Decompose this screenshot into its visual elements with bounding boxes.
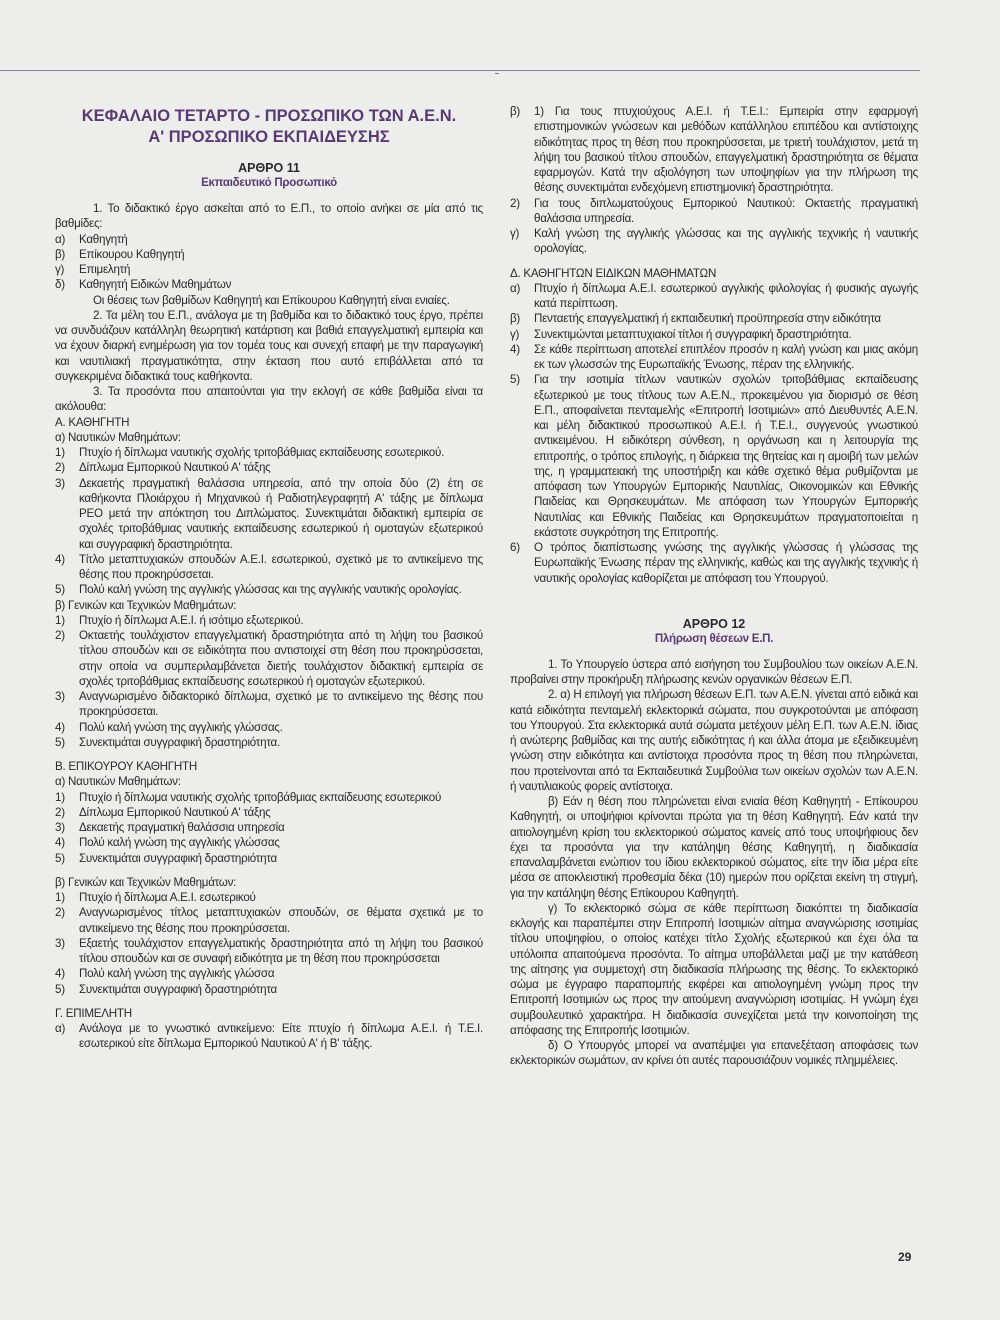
list-item: δ) Καθηγητή Ειδικών Μαθημάτων (55, 278, 232, 292)
list-item: 3) Εξαετής τουλάχιστον επαγγελματικής δραστηριότητα από τη λήψη του βασικού τίτλου σπουδών και σε συναφή ειδικότητα με τη θέση που προκηρύσσεται (55, 936, 483, 965)
ranks-list (55, 232, 483, 293)
list-item: 2) Οκταετής τουλάχιστον επαγγελματική δραστηριότητα από τη λήψη του βασικού τίτλου σπουδών και σε ειδικότητα που αντιστοιχεί στη θέση που προκηρύσσεται, στην οποία να συμπεριλαμβάνεται διετής τουλάχιστον διδακτική εμπειρία σε σχολές τριτοβάθμιας εκπαίδευσης εσωτερικού ή ομοταγών εξωτερικού. (55, 629, 483, 688)
list-item: 1) Πτυχίο ή δίπλωμα ναυτικής σχολής τριτοβάθμιας εκπαίδευσης εσωτερικού (55, 790, 442, 804)
header-rule-tick (495, 73, 499, 74)
list-item: 2) Δίπλωμα Εμπορικού Ναυτικού Α' τάξης (55, 805, 271, 819)
list-item: 6) Ο τρόπος διαπίστωσης γνώσης της αγγλικής γλώσσας ή γλώσσας της Ευρωπαϊκής Ένωσης πέραν της ελληνικής, καθώς και της αγγλικής τεχνικής ή ναυτικής ορολογίας καθορίζεται με απόφαση του Υπουργού. (510, 541, 918, 585)
list-item: 2) Αναγνωρισμένος τίτλος μεταπτυχιακών σπουδών, σε θέματα σχετικά με το αντικείμενο της θέσης που προκηρύσσεται. (55, 906, 483, 935)
section-b-a-heading: α) Ναυτικών Μαθημάτων: (55, 775, 181, 789)
list-item: α) Καθηγητή (55, 232, 128, 246)
art11-paragraph-1b: Οι θέσεις των βαθμίδων Καθηγητή και Επίκουρου Καθηγητή είναι ενιαίες. (93, 293, 450, 307)
art12-paragraph-2c: γ) Το εκλεκτορικό σώμα σε κάθε περίπτωση διακόπτει τη διαδικασία εκλογής και παραπέμπει στην Επιτροπή Ισοτιμιών αίτημα αναγνώρισης ισοτιμίας τίτλου υποψηφίου, ο οποίος κατέχει τίτλο Σχολής εξωτερικού και έχει όλα τα υπόλοιπα απαιτούμενα προσόντα. Το αίτημα υποβάλλεται μαζί με την κατάθεση της αίτησης για συμμετοχή στη διαδικασία πλήρωσης της θέσης. Το εκλεκτορικό σώμα με έγγραφο παραπομπής εκφέρει και αιτιολογημένη γνώμη προς την Επιτροπή Ισοτιμιών ως προς την αιτούμενη αναγνώριση ισοτιμίας. Η γνώμη έχει συμβουλευτικό χαρακτήρα. Η διαδικασία συνεχίζεται μετά την κοινοποίηση της απόφασης της Επιτροπής Ισοτιμιών. (510, 901, 918, 1037)
section-a-a-heading: α) Ναυτικών Μαθημάτων: (55, 430, 181, 444)
section-b-heading: Β. ΕΠΙΚΟΥΡΟΥ ΚΑΘΗΓΗΤΗ (55, 760, 197, 773)
list-item: 1) Πτυχίο ή δίπλωμα Α.Ε.Ι. εσωτερικού (55, 891, 256, 904)
art11-paragraph-2: 2. Τα μέλη του Ε.Π., ανάλογα με τη βαθμίδα και το διδακτικό τους έργο, πρέπει να συνδυάζουν κατάλληλη θεωρητική κατάρτιση και βαθιά επαγγελματική εμπειρία και να έχουν διαρκή ενημέρωση για τον τομέα τους και συνεχή επαφή με την παραγωγική και ναυτιλιακή πραγματικότητα, στην έκταση που αυτό επιβάλλεται από τα συγκεκριμένα διδακτικά τους καθήκοντα. (55, 308, 483, 383)
list-item: 4) Τίτλο μεταπτυχιακών σπουδών Α.Ε.Ι. εσωτερικού, σχετικό με το αντικείμενο της θέσης που προκηρύσσεται. (55, 552, 483, 581)
list-item: 1) Πτυχίο ή δίπλωμα Α.Ε.Ι. ή ισότιμο εξωτερικού. (55, 613, 304, 627)
list-item: 3) Δεκαετής πραγματική θαλάσσια υπηρεσία (55, 821, 285, 834)
section-b-b-list (55, 890, 483, 997)
list-item: β) Πενταετής επαγγελματική ή εκπαιδευτική προϋπηρεσία στην ειδικότητα (510, 312, 881, 326)
list-item: 2) Δίπλωμα Εμπορικού Ναυτικού Α' τάξης (55, 461, 271, 475)
list-item: α) Ανάλογα με το γνωστικό αντικείμενο: Είτε πτυχίο ή δίπλωμα Α.Ε.Ι. ή Τ.Ε.Ι. εσωτερικού είτε δίπλωμα Εμπορικού Ναυτικού Α' ή Β' τάξης. (55, 1022, 483, 1051)
article-11-number: ΑΡΘΡΟ 11 (238, 161, 300, 175)
chapter-title-line2: Α' ΠΡΟΣΩΠΙΚΟ ΕΚΠΑΙΔΕΥΣΗΣ (148, 128, 390, 146)
art11-paragraph-1: 1. Το διδακτικό έργο ασκείται από το Ε.Π., το οποίο ανήκει σε μία από τις βαθμίδες: (55, 202, 483, 231)
section-b-a-list (55, 790, 483, 866)
art11-paragraph-3: 3. Τα προσόντα που απαιτούνται για την εκλογή σε κάθε βαθμίδα είναι τα ακόλουθα: (55, 385, 483, 414)
list-item: 5) Για την ισοτιμία τίτλων ναυτικών σχολών τριτοβάθμιας εκπαίδευσης εξωτερικού με τους τίτλους των Α.Ε.Ν., προκειμένου για διορισμό σε θέση Ε.Π., αποφαίνεται πενταμελής «Επιτροπή Ισοτιμιών» από Διευθυντές Α.Ε.Ν. και μέλη διδακτικού προσωπικού Α.Ε.Ι. ή Τ.Ε.Ι., συγγενούς γνωστικού αντικειμένου. Η ειδικότερη σύνθεση, η οργάνωση και η λειτουργία της επιτροπής, ο τρόπος επιλογής, η διάρκεια της θητείας και η αμοιβή των μελών της, η γραμματειακή της υποστήριξη και κάθε σχετικό θέμα ρυθμίζονται με απόφαση των Υπουργών Εμπορικής Ναυτιλίας, Οικονομικών και Εθνικής Παιδείας και Θρησκευμάτων. Με απόφαση των Υπουργών Εμπορικής Ναυτιλίας και Εθνικής Παιδείας και Θρησκευμάτων πραγματοποιείται η εκάστοτε συγκρότηση της Επιτροπής. (510, 373, 918, 539)
chapter-title (55, 106, 483, 148)
list-item: 5) Συνεκτιμάται συγγραφική δραστηριότητα. (55, 735, 280, 749)
section-a-b-heading: β) Γενικών και Τεχνικών Μαθημάτων: (55, 598, 237, 612)
list-item: 5) Πολύ καλή γνώση της αγγλικής γλώσσας και της αγγλικής ναυτικής ορολογίας. (55, 583, 462, 597)
article-12-subtitle: Πλήρωση θέσεων Ε.Π. (654, 632, 774, 645)
section-d-list (510, 281, 918, 586)
art12-paragraph-1: 1. Το Υπουργείο ύστερα από εισήγηση του Συμβουλίου των οικείων Α.Ε.Ν. προβαίνει στην προκήρυξη πλήρωσης κενών οργανικών θέσεων Ε.Π. (510, 657, 918, 686)
right-column (510, 104, 918, 1069)
section-b-b-heading: β) Γενικών και Τεχνικών Μαθημάτων: (55, 875, 237, 889)
list-item: 4) Σε κάθε περίπτωση αποτελεί επιπλέον προσόν η καλή γνώση και μιας ακόμη εκ των γλωσσών της Ευρωπαϊκής Ένωσης, πέραν της ελληνικής. (510, 342, 918, 371)
list-item: β) Επίκουρου Καθηγητή (55, 247, 185, 261)
list-item: γ) Καλή γνώση της αγγλικής γλώσσας και της αγγλικής τεχνικής ή ναυτικής ορολογίας. (510, 227, 918, 256)
list-item: 4) Πολύ καλή γνώση της αγγλικής γλώσσας. (55, 720, 283, 734)
article-11-subtitle: Εκπαιδευτικό Προσωπικό (201, 177, 337, 189)
list-item: 2) Για τους διπλωματούχους Εμπορικού Ναυτικού: Οκταετής πραγματική θαλάσσια υπηρεσία. (510, 196, 918, 225)
list-item: 1) Πτυχίο ή δίπλωμα ναυτικής σχολής τριτοβάθμιας εκπαίδευσης εσωτερικού. (55, 446, 445, 459)
list-item: 4) Πολύ καλή γνώση της αγγλικής γλώσσα (55, 967, 275, 981)
section-d-heading: Δ. ΚΑΘΗΓΗΤΩΝ ΕΙΔΙΚΩΝ ΜΑΘΗΜΑΤΩΝ (510, 266, 717, 280)
list-item: 5) Συνεκτιμάται συγγραφική δραστηριότητα (55, 982, 277, 996)
article-12-number: ΑΡΘΡΟ 12 (682, 616, 746, 631)
section-a-a-list (55, 445, 483, 598)
list-item: γ) Συνεκτιμώνται μεταπτυχιακοί τίτλοι ή συγγραφική δραστηριότητα. (510, 327, 852, 341)
art12-paragraph-2b: β) Εάν η θέση που πληρώνεται είναι ενιαία θέση Καθηγητή - Επίκουρου Καθηγητή, οι υποψήφιοι κρίνονται πρώτα για τη θέση Καθηγητή. Εάν κατά την αιτιολογημένη κρίση του εκλεκτορικού σώματος κανείς από τους υποψήφιους δεν έχει τα προσόντα για την κατάληψη θέσης Καθηγητή, η διαδικασία επαναλαμβάνεται ενώπιον του ίδιου εκλεκτορικού σώματος, είτε την ίδια μέρα είτε μέσα σε αποκλειστική προθεσμία δέκα (10) ημερών που ορίζεται εκείνη τη στιγμή, για την κατάληψη θέσης Επίκουρου Καθηγητή. (510, 795, 918, 900)
art12-paragraph-2d: δ) Ο Υπουργός μπορεί να αναπέμψει για επανεξέταση αποφάσεις των εκλεκτορικών σωμάτων, αν κρίνει ότι αυτές παρουσιάζουν νομικές πλημμέλειες. (510, 1039, 918, 1068)
list-item: γ) Επιμελητή (55, 263, 131, 276)
section-g-heading: Γ. ΕΠΙΜΕΛΗΤΗ (55, 1006, 132, 1020)
list-item: β) 1) Για τους πτυχιούχους Α.Ε.Ι. ή Τ.Ε.Ι.: Εμπειρία στην εφαρμογή επιστημονικών γνώσεων και μεθόδων κατάλληλου επιπέδου και αντίστοιχης ειδικότητας προς τη θέση που προκηρύσσεται, με τριετή τουλάχιστον, μετά τη λήψη του βασικού τίτλου σπουδών, επαγγελματική δραστηριότητα σε θέματα εφαρμογών. Κατά την αξιολόγηση των υποψηφίων για την πλήρωση της θέσης συνεκτιμάται ενδεχόμενη επιστημονική δραστηριότητα. (510, 105, 918, 195)
section-a-heading: Α. ΚΑΘΗΓΗΤΗ (55, 415, 130, 429)
list-item: 5) Συνεκτιμάται συγγραφική δραστηριότητα (55, 851, 277, 865)
header-rule (0, 70, 920, 71)
art12-paragraph-2a: 2. α) Η επιλογή για πλήρωση θέσεων Ε.Π. των Α.Ε.Ν. γίνεται από ειδικά και κατά ειδικότητα πενταμελή εκλεκτορικά σώματα, που συγκροτούνται με απόφαση του Υπουργού. Στα εκλεκτορικά αυτά σώματα μετέχουν μέλη Ε.Π. των Α.Ε.Ν. ίδιας ή ανώτερης βαθμίδας και της αυτής ειδικότητας ή και άλλα άτομα με εξειδικευμένη γνώση στην ειδικότητα και αντίστοιχα προσόντα προς τη θέση που πληρώνεται, που προτείνονται από τα Εκπαιδευτικά Συμβούλια των οικείων σχολών των Α.Ε.Ν. ή ναυτιλιακούς φορείς αντίστοιχα. (510, 688, 918, 793)
list-item: 4) Πολύ καλή γνώση της αγγλικής γλώσσας (55, 836, 280, 850)
list-item: α) Πτυχίο ή δίπλωμα Α.Ε.Ι. εσωτερικού αγγλικής φιλολογίας ή φυσικής αγωγής κατά περίπτωση. (510, 281, 918, 310)
left-column (55, 106, 483, 1052)
list-item: 3) Αναγνωρισμένο διδακτορικό δίπλωμα, σχετικό με το αντικείμενο της θέσης που προκηρύσσεται. (55, 690, 483, 719)
section-a-b-list (55, 613, 483, 750)
section-g-continued-list (510, 104, 918, 257)
chapter-title-line1: ΚΕΦΑΛΑΙΟ ΤΕΤΑΡΤΟ - ΠΡΟΣΩΠΙΚΟ ΤΩΝ Α.Ε.Ν. (81, 107, 457, 125)
list-item: 3) Δεκαετής πραγματική θαλάσσια υπηρεσία, από την οποία δύο (2) έτη σε καθήκοντα Πλοιάρχου ή Μηχανικού ή Ραδιοτηλεγραφητή Α' τάξης με δίπλωμα ΡΕΟ μετά την απόκτηση του Διπλώματος. Συνεκτιμάται διδακτική εμπειρία σε σχολές τριτοβάθμιας ναυτικής εκπαίδευσης εσωτερικού ή ομοταγών εξωτερικού και συγγραφική δραστηριότητα. (55, 476, 483, 551)
page-number: 29 (898, 1250, 912, 1264)
